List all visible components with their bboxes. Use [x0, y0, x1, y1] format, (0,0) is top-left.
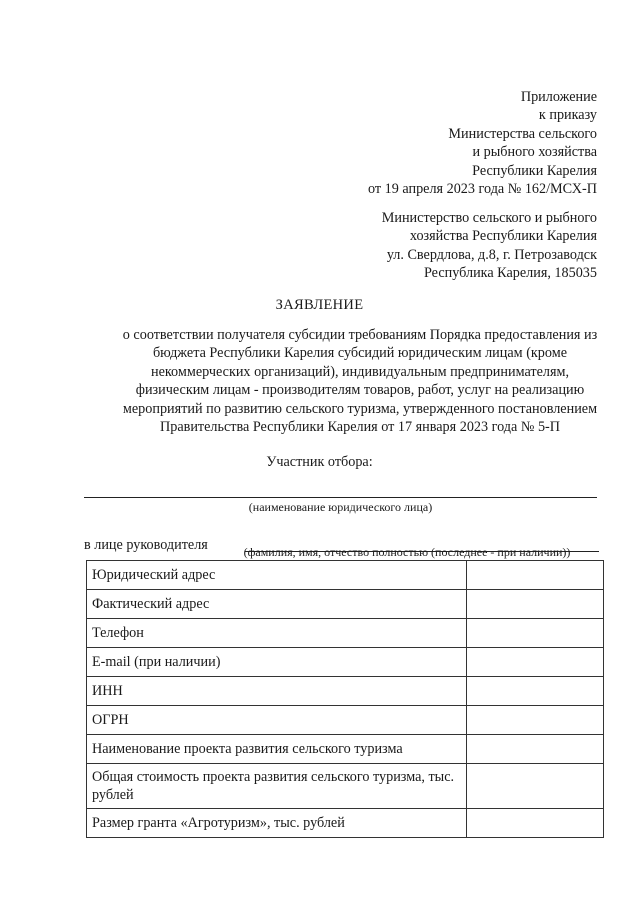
row-value-cell[interactable] — [467, 561, 604, 590]
row-value-cell[interactable] — [467, 706, 604, 735]
table-row — [87, 735, 604, 764]
annex-line: и рыбного хозяйства — [472, 144, 597, 161]
subtitle-line: о соответствии получателя субсидии требованиям Порядка предоставления из — [122, 327, 598, 343]
subtitle-line: мероприятий по развитию сельского туризма, утвержденного постановлением — [122, 400, 598, 417]
document-subtitle — [60, 326, 639, 437]
table-row — [87, 677, 604, 706]
annex-line: от 19 апреля 2023 года № 162/МСХ-П — [367, 181, 597, 198]
participant-label: Участник отбора: — [266, 454, 373, 470]
head-name-hint: (фамилия, имя, отчество полностью (последнее - при наличии)) — [243, 545, 571, 559]
table-row — [87, 809, 604, 838]
row-label: Наименование проекта развития сельского туризма — [87, 735, 467, 764]
table-row — [87, 561, 604, 590]
applicant-info-table — [86, 560, 604, 838]
table-row — [87, 706, 604, 735]
row-label: Фактический адрес — [87, 590, 467, 619]
annex-line: Республики Карелия — [472, 162, 597, 179]
table-row — [87, 764, 604, 809]
annex-line: Приложение — [520, 89, 597, 105]
addressee-line: Республика Карелия, 185035 — [423, 265, 597, 282]
annex-line: Министерства сельского — [448, 125, 597, 142]
row-label: ИНН — [87, 677, 467, 706]
row-value-cell[interactable] — [467, 809, 604, 838]
subtitle-line: бюджета Республики Карелия субсидий юридическим лицам (кроме — [152, 345, 568, 362]
row-value-cell[interactable] — [467, 764, 604, 809]
row-value-cell[interactable] — [467, 590, 604, 619]
table-row — [87, 590, 604, 619]
addressee-block — [382, 209, 597, 283]
row-label: E-mail (при наличии) — [87, 648, 467, 677]
row-value-cell[interactable] — [467, 735, 604, 764]
row-label: Юридический адрес — [87, 561, 467, 590]
org-name-hint: (наименование юридического лица) — [248, 500, 433, 514]
org-name-field[interactable] — [84, 497, 597, 498]
row-value-cell[interactable] — [467, 619, 604, 648]
addressee-line: ул. Свердлова, д.8, г. Петрозаводск — [386, 246, 597, 263]
head-label: в лице руководителя — [84, 537, 208, 553]
row-label: Телефон — [87, 619, 467, 648]
addressee-line: хозяйства Республики Карелия — [409, 228, 597, 245]
document-title: ЗАЯВЛЕНИЕ — [275, 297, 364, 313]
annex-line: к приказу — [538, 107, 597, 124]
annex-block — [368, 88, 597, 199]
subtitle-line: некоммерческих организаций), индивидуальным предпринимателям, — [150, 363, 570, 380]
addressee-line: Министерство сельского и рыбного — [381, 210, 597, 226]
row-value-cell[interactable] — [467, 677, 604, 706]
row-label: Общая стоимость проекта развития сельского туризма, тыс. рублей — [87, 764, 467, 809]
table-row — [87, 648, 604, 677]
table-row — [87, 619, 604, 648]
row-label: Размер гранта «Агротуризм», тыс. рублей — [87, 809, 467, 838]
subtitle-line: Правительства Республики Карелия от 17 января 2023 года № 5-П — [159, 419, 561, 436]
subtitle-line: физическим лицам - производителям товаров, работ, услуг на реализацию — [135, 382, 585, 399]
row-label: ОГРН — [87, 706, 467, 735]
row-value-cell[interactable] — [467, 648, 604, 677]
